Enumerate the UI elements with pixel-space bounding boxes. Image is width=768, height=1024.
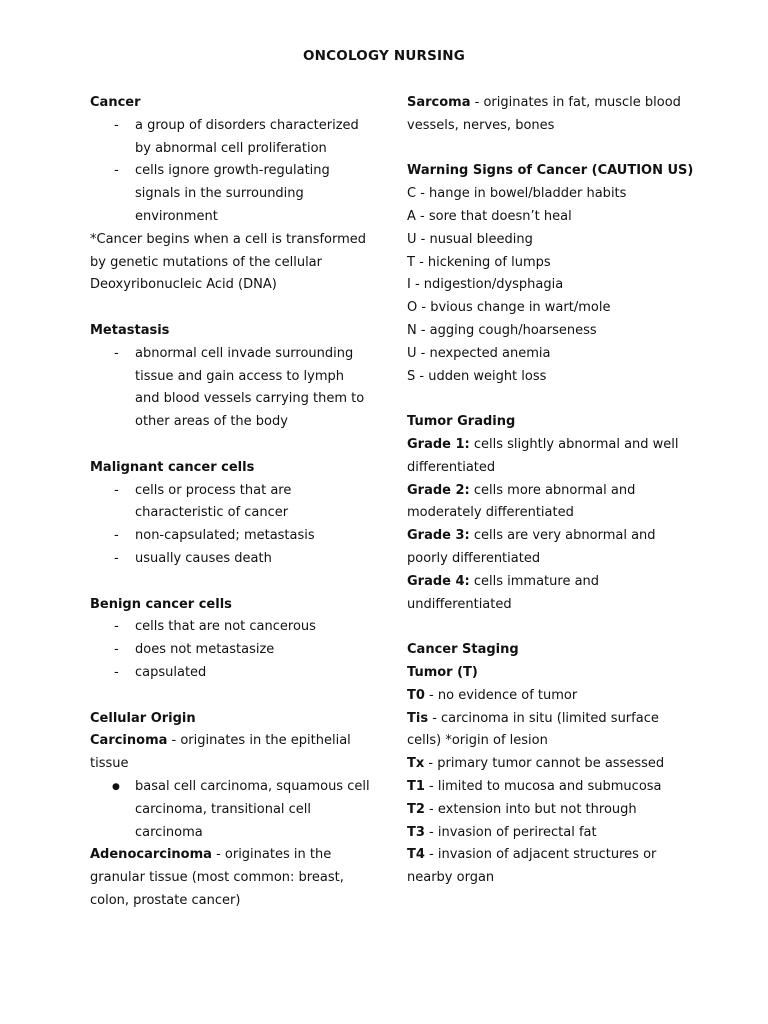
stage-term: T4 <box>407 847 425 863</box>
stage-text: - no evidence of tumor <box>424 687 578 703</box>
stage-line <box>407 685 697 708</box>
malignant-list <box>90 480 372 571</box>
list-item: - cells ignore growth-regulating signals in the surrounding environment <box>90 160 372 228</box>
stage-text: - invasion of adjacent structures or nearby organ <box>407 847 657 886</box>
grade-text: cells more abnormal and moderately differentiated <box>407 482 636 521</box>
list-item: - cells or process that are characteristic of cancer <box>90 480 372 526</box>
heading-cancer: Cancer <box>90 95 141 110</box>
cancer-note: *Cancer begins when a cell is transformed by genetic mutations of the cellular Deoxyribonucleic Acid (DNA) <box>90 231 367 293</box>
adenocarcinoma-term: Adenocarcinoma <box>90 847 212 863</box>
cancer-list <box>90 115 372 229</box>
list-item: - abnormal cell invade surrounding tissue and gain access to lymph and blood vessels carrying them to other areas of the body <box>90 343 372 434</box>
heading-benign: Benign cancer cells <box>90 596 232 612</box>
stage-term: T3 <box>407 824 425 840</box>
adenocarcinoma-definition <box>90 844 372 912</box>
warning-line: U - nexpected anemia <box>407 345 551 361</box>
grade-term: Grade 4: <box>407 573 470 589</box>
stage-term: T2 <box>407 801 425 817</box>
warning-line: I - ndigestion/dysphagia <box>407 277 564 293</box>
stage-line <box>407 753 697 776</box>
warning-line: N - agging cough/hoarseness <box>407 322 597 338</box>
warning-line: A - sore that doesn’t heal <box>407 208 572 224</box>
stage-term: Tx <box>407 756 425 772</box>
stage-text: - limited to mucosa and submucosa <box>424 778 662 794</box>
carcinoma-types-list <box>90 776 372 844</box>
stage-text: - primary tumor cannot be assessed <box>424 756 665 772</box>
list-item: - usually causes death <box>90 548 372 571</box>
grade-text: cells immature and undifferentiated <box>407 573 600 612</box>
grade-term: Grade 2: <box>407 482 470 498</box>
grade-text: cells are very abnormal and poorly differentiated <box>407 528 656 566</box>
carcinoma-definition <box>90 730 372 776</box>
page-title: ONCOLOGY NURSING <box>303 48 465 64</box>
stage-line <box>407 844 697 890</box>
grade-line <box>407 525 697 571</box>
heading-tumor-grading: Tumor Grading <box>407 414 516 430</box>
grade-term: Grade 3: <box>407 528 470 544</box>
list-item: ● basal cell carcinoma, squamous cell carcinoma, transitional cell carcinoma <box>90 776 372 844</box>
heading-warning-signs: Warning Signs of Cancer (CAUTION US) <box>407 163 694 179</box>
grade-line <box>407 480 697 526</box>
grade-line <box>407 434 697 480</box>
stage-line <box>407 799 697 822</box>
warning-line: T - hickening of lumps <box>407 254 551 270</box>
stage-text: - extension into but not through <box>424 801 637 817</box>
heading-malignant: Malignant cancer cells <box>90 459 255 475</box>
heading-cellular-origin: Cellular Origin <box>90 710 196 726</box>
sarcoma-text: - originates in fat, muscle blood vessels, nerves, bones <box>407 95 681 133</box>
carcinoma-term: Carcinoma <box>90 733 168 749</box>
list-item: - does not metastasize <box>90 639 372 662</box>
list-item: - a group of disorders characterized by abnormal cell proliferation <box>90 115 372 161</box>
warning-line: S - udden weight loss <box>407 368 547 384</box>
list-item: - cells that are not cancerous <box>90 616 372 639</box>
sarcoma-term: Sarcoma <box>407 95 471 110</box>
metastasis-list <box>90 343 372 434</box>
carcinoma-text: - originates in the epithelial tissue <box>90 733 351 772</box>
warning-line: U - nusual bleeding <box>407 231 533 247</box>
stage-term: T0 <box>407 687 425 703</box>
right-column <box>407 92 697 890</box>
stage-line <box>407 776 697 799</box>
stage-line <box>407 822 697 845</box>
grade-text: cells slightly abnormal and well differentiated <box>407 436 679 475</box>
heading-cancer-staging: Cancer Staging <box>407 642 519 658</box>
list-item: - capsulated <box>90 662 372 685</box>
stage-term: Tis <box>407 710 429 726</box>
stage-line <box>407 708 697 754</box>
stage-text: - invasion of perirectal fat <box>424 824 597 840</box>
subheading-tumor: Tumor (T) <box>407 664 478 680</box>
benign-list <box>90 616 372 684</box>
left-column <box>90 92 372 913</box>
sarcoma-definition <box>407 92 697 138</box>
heading-metastasis: Metastasis <box>90 322 170 338</box>
adenocarcinoma-text: - originates in the granular tissue (most common: breast, colon, prostate cancer) <box>90 847 344 908</box>
stage-term: T1 <box>407 778 425 794</box>
warning-line: O - bvious change in wart/mole <box>407 300 611 316</box>
warning-line: C - hange in bowel/bladder habits <box>407 186 627 202</box>
list-item: - non-capsulated; metastasis <box>90 525 372 548</box>
stage-text: - carcinoma in situ (limited surface cells) *origin of lesion <box>407 710 659 749</box>
grade-line <box>407 571 697 617</box>
grade-term: Grade 1: <box>407 436 470 452</box>
